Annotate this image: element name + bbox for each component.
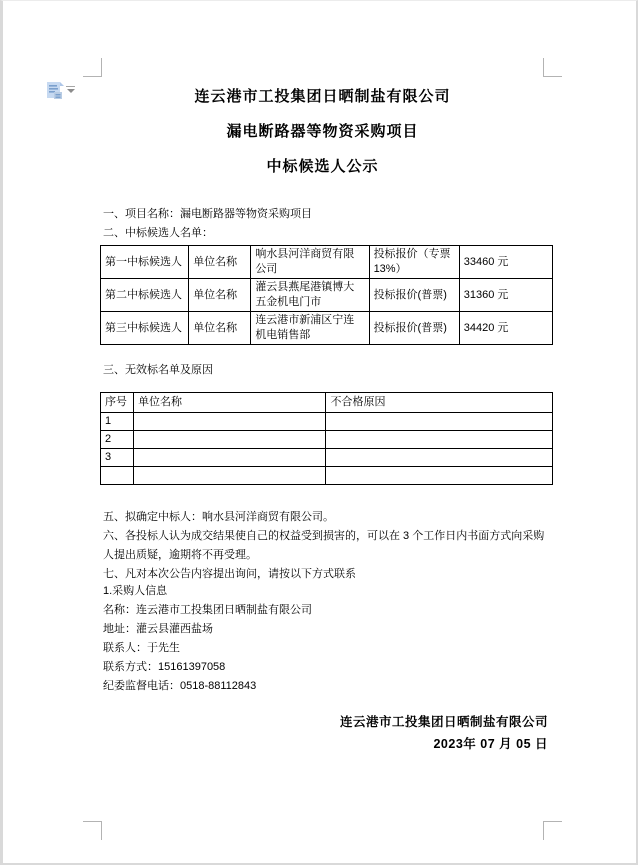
divider	[66, 86, 75, 87]
text-boundary-mark-bottom-left	[83, 821, 102, 840]
section-project-name: 一、项目名称：漏电断路器等物资采购项目	[103, 208, 312, 220]
cell-price: 31360 元	[459, 279, 552, 312]
title-project: 漏电断路器等物资采购项目	[226, 123, 419, 140]
cell-reason	[326, 413, 553, 431]
purchaser-contact-person: 联系人：于先生	[103, 642, 180, 654]
header-index: 序号	[101, 393, 134, 413]
cell-rank: 第三中标候选人	[101, 312, 189, 345]
header-reason: 不合格原因	[326, 393, 553, 413]
sections-5-7	[103, 508, 549, 584]
purchaser-address: 地址：灌云县灌西盐场	[103, 623, 213, 635]
paste-options-document-icon	[46, 81, 64, 101]
section-winner: 五、拟确定中标人：响水县河洋商贸有限公司。	[103, 511, 334, 523]
purchaser-info-block	[103, 582, 549, 696]
cell-company: 灌云县燕尾港镇博大五金机电门市	[251, 279, 369, 312]
table-row	[101, 467, 553, 485]
supervise-phone: 纪委监督电话：0518-88112843	[103, 680, 257, 692]
cell-company	[134, 413, 326, 431]
text-boundary-mark-top-left	[83, 58, 102, 77]
cell-rank: 第一中标候选人	[101, 246, 189, 279]
purchaser-phone: 联系方式：15161397058	[103, 661, 226, 673]
cell-price: 33460 元	[459, 246, 552, 279]
cell-label: 单位名称	[189, 312, 251, 345]
table-row	[101, 449, 553, 467]
purchaser-name: 名称：连云港市工投集团日晒制盐有限公司	[103, 604, 312, 616]
header-company: 单位名称	[134, 393, 326, 413]
signature-date: 2023年 07 月 05 日	[433, 737, 548, 751]
chevron-down-icon[interactable]	[67, 89, 75, 93]
table-row	[101, 246, 553, 279]
table-row	[101, 312, 553, 345]
cell-price: 34420 元	[459, 312, 552, 345]
section-invalid-bids-heading: 三、无效标名单及原因	[103, 364, 213, 376]
cell-reason	[326, 449, 553, 467]
cell-company	[134, 467, 326, 485]
document-title-block	[102, 79, 543, 184]
section-contact-note: 七、凡对本次公告内容提出询问，请按以下方式联系	[103, 568, 356, 580]
signature-block	[102, 711, 548, 755]
cell-rank: 第二中标候选人	[101, 279, 189, 312]
cell-reason	[326, 431, 553, 449]
signature-company: 连云港市工投集团日晒制盐有限公司	[339, 715, 548, 729]
cell-index	[101, 467, 134, 485]
cell-price-label: 投标报价(普票)	[369, 279, 459, 312]
invalid-bids-table	[100, 392, 553, 485]
table-header-row	[101, 393, 553, 413]
cell-company: 响水县河洋商贸有限公司	[251, 246, 369, 279]
section-candidate-list-heading: 二、中标候选人名单：	[103, 227, 213, 239]
cell-price-label: 投标报价(普票)	[369, 312, 459, 345]
candidates-table	[100, 245, 553, 345]
section-objection: 六、各投标人认为成交结果使自己的权益受到损害的，可以在 3 个工作日内书面方式向采购人提出质疑，逾期将不再受理。	[103, 530, 545, 561]
cell-index: 1	[101, 413, 134, 431]
cell-price-label: 投标报价（专票13%）	[369, 246, 459, 279]
cell-label: 单位名称	[189, 246, 251, 279]
title-company: 连云港市工投集团日晒制盐有限公司	[194, 88, 451, 105]
cell-index: 3	[101, 449, 134, 467]
cell-company	[134, 449, 326, 467]
section-1-2	[103, 205, 543, 243]
paste-options-button[interactable]	[46, 81, 80, 103]
text-boundary-mark-bottom-right	[543, 821, 562, 840]
cell-reason	[326, 467, 553, 485]
table-row	[101, 279, 553, 312]
table-row	[101, 413, 553, 431]
text-boundary-mark-top-right	[543, 58, 562, 77]
cell-index: 2	[101, 431, 134, 449]
cell-label: 单位名称	[189, 279, 251, 312]
table-row	[101, 431, 553, 449]
cell-company	[134, 431, 326, 449]
title-announcement: 中标候选人公示	[266, 158, 379, 175]
cell-company: 连云港市新浦区宁连机电销售部	[251, 312, 369, 345]
purchaser-info-heading: 1.采购人信息	[103, 585, 168, 597]
